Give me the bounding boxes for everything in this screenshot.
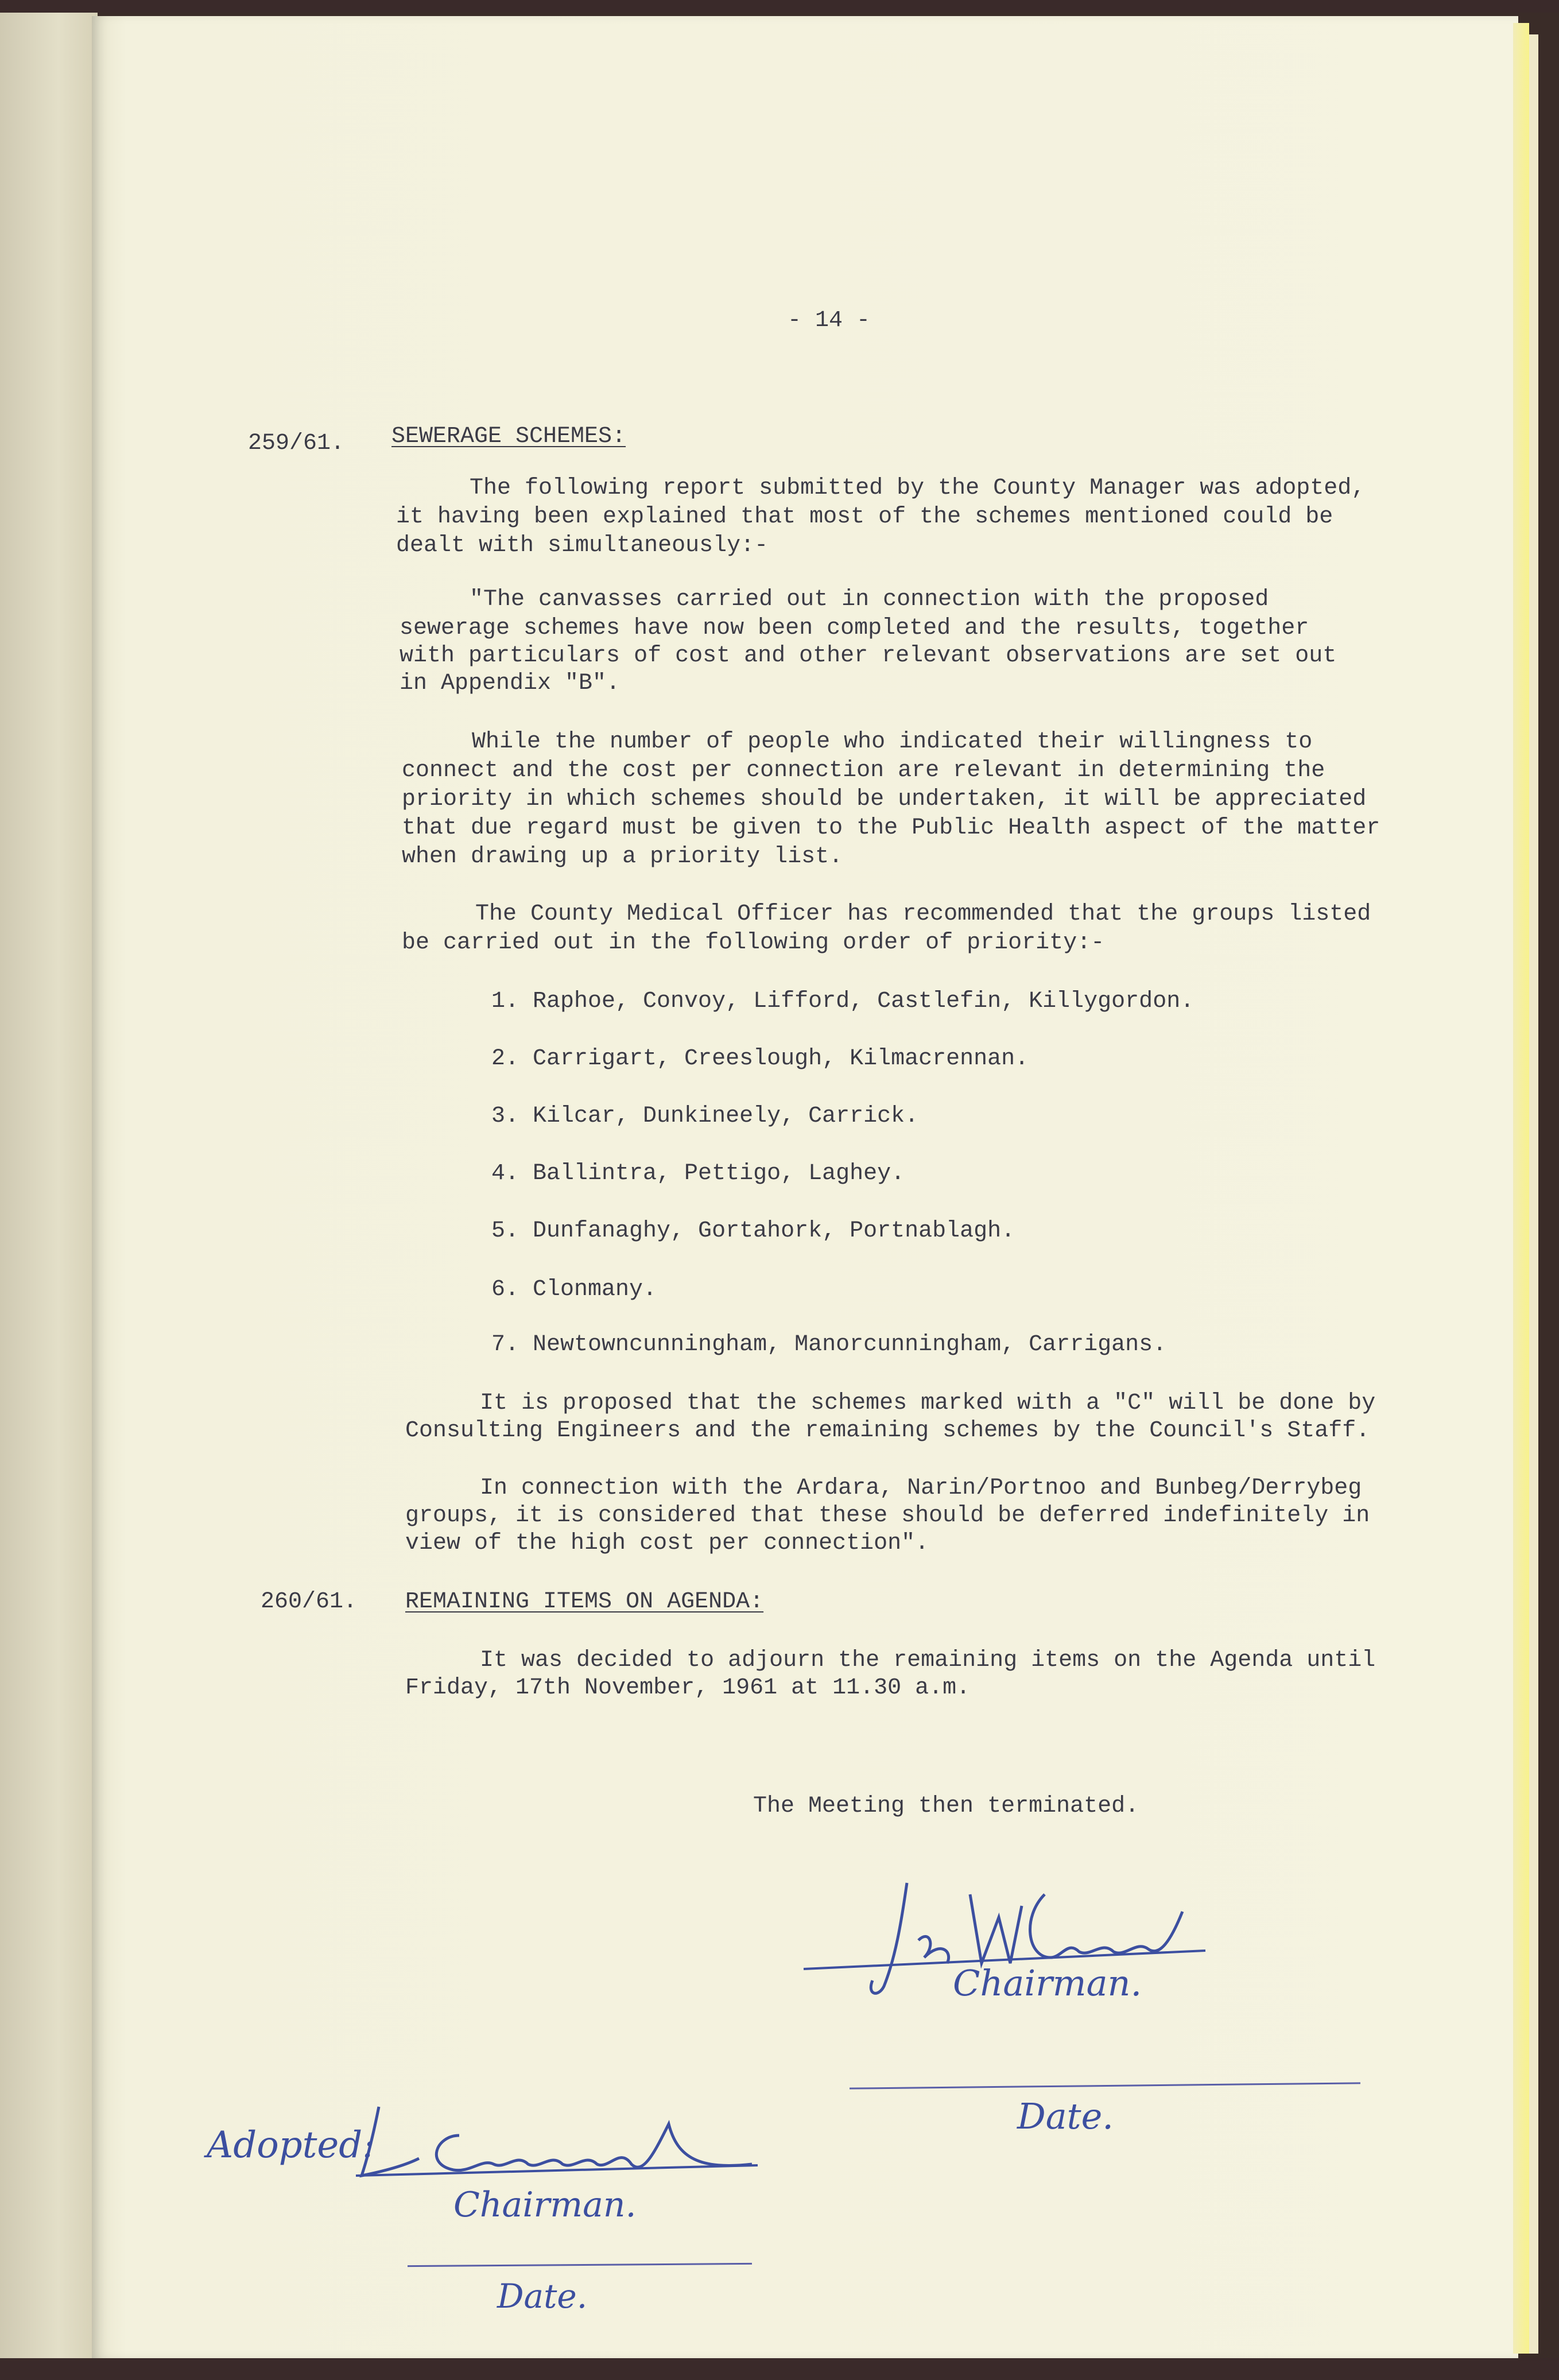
report-line: Consulting Engineers and the remaining schemes by the Council's Staff. — [405, 1418, 1370, 1444]
priority-list-item: 3. Kilcar, Dunkineely, Carrick. — [491, 1103, 919, 1129]
report-line: in Appendix "B". — [400, 670, 621, 696]
body-line: It was decided to adjourn the remaining items on the Agenda until — [480, 1648, 1376, 1673]
priority-list-item: 7. Newtowncunningham, Manorcunningham, Carrigans. — [491, 1332, 1167, 1358]
priority-list-item: 4. Ballintra, Pettigo, Laghey. — [491, 1161, 905, 1187]
priority-list-item: 2. Carrigart, Creeslough, Kilmacrennan. — [491, 1046, 1029, 1072]
chairman-signature — [907, 1878, 1203, 1927]
page-number: - 14 - — [788, 308, 871, 334]
date-label-2: Date. — [497, 2277, 588, 2316]
report-line: It is proposed that the schemes marked with a "C" will be done by — [480, 1390, 1376, 1416]
report-line: In connection with the Ardara, Narin/Portnoo and Bunbeg/Derrybeg — [480, 1475, 1362, 1501]
priority-list-item: 5. Dunfanaghy, Gortahork, Portnablagh. — [491, 1218, 1015, 1244]
scan-top-edge — [0, 0, 1559, 13]
intro-line: it having been explained that most of the schemes mentioned could be — [396, 504, 1333, 530]
report-line: The County Medical Officer has recommended that the groups listed — [475, 901, 1371, 927]
report-line: sewerage schemes have now been completed and the results, together — [400, 615, 1309, 641]
facing-page-edge — [0, 13, 98, 2358]
chairman-label: Chairman. — [953, 1962, 1142, 2004]
closing-statement: The Meeting then terminated. — [753, 1793, 1139, 1819]
page-edge-paper — [1529, 34, 1538, 2354]
body-line: Friday, 17th November, 1961 at 11.30 a.m. — [405, 1675, 971, 1701]
report-line: with particulars of cost and other relevant observations are set out — [400, 643, 1337, 669]
report-line: when drawing up a priority list. — [402, 844, 843, 870]
heading-remaining-items: REMAINING ITEMS ON AGENDA: — [405, 1589, 764, 1615]
chairman-label-2: Chairman. — [453, 2185, 637, 2225]
report-line: connect and the cost per connection are relevant in determining the — [402, 758, 1325, 784]
scan-bottom-edge — [0, 2358, 1559, 2380]
report-line: be carried out in the following order of priority:- — [402, 930, 1105, 956]
intro-line: The following report submitted by the County Manager was adopted, — [470, 475, 1366, 501]
date-label-1: Date. — [1017, 2095, 1114, 2137]
page-edge-yellow — [1513, 23, 1529, 2354]
report-line: groups, it is considered that these should be deferred indefinitely in — [405, 1503, 1370, 1529]
report-line: view of the high cost per connection". — [405, 1530, 929, 1556]
adopted-signature — [367, 2118, 689, 2166]
adopted-label: Adopted: — [207, 2124, 375, 2166]
report-line: While the number of people who indicated their willingness to — [472, 729, 1313, 755]
minute-number-259: 259/61. — [248, 431, 345, 456]
minute-number-260: 260/61. — [261, 1589, 358, 1615]
priority-list-item: 6. Clonmany. — [491, 1277, 657, 1303]
priority-list-item: 1. Raphoe, Convoy, Lifford, Castlefin, Killygordon. — [491, 989, 1195, 1014]
report-line: priority in which schemes should be undertaken, it will be appreciated — [402, 786, 1367, 812]
report-line: that due regard must be given to the Public Health aspect of the matter — [402, 815, 1380, 841]
intro-line: dealt with simultaneously:- — [396, 533, 769, 559]
report-line: "The canvasses carried out in connection with the proposed — [470, 587, 1269, 613]
heading-sewerage-schemes: SEWERAGE SCHEMES: — [391, 424, 626, 449]
